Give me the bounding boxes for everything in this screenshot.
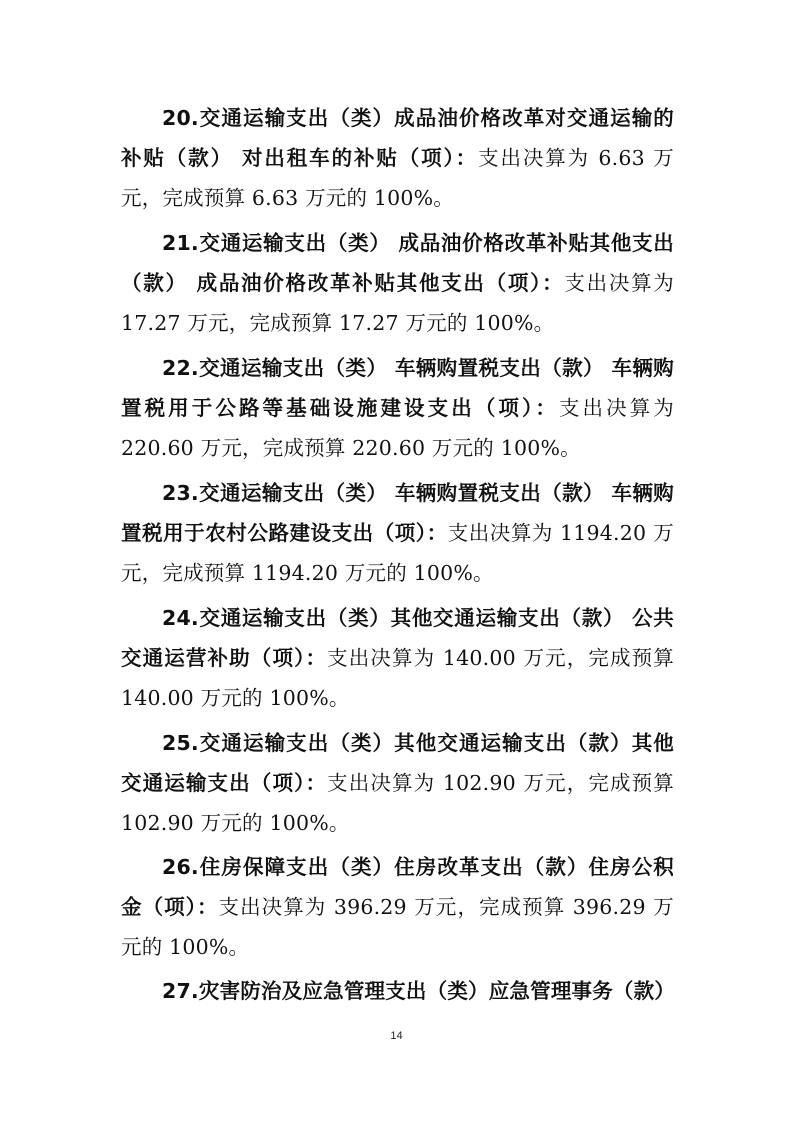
paragraph-heading: 23.交通运输支出（类） 车辆购置税支出（款） 车辆购置税用于农村公路建设支出（项）： — [121, 481, 674, 545]
paragraph-heading: 22.交通运输支出（类） 车辆购置税支出（款） 车辆购置税用于公路等基础设施建设支出（项）： — [121, 356, 674, 420]
page-number: 14 — [390, 1030, 403, 1042]
paragraph-body: 支出决算为 220.60 万元，完成预算 220.60 万元的 100%。 — [121, 396, 674, 460]
paragraph-27 — [121, 971, 674, 1011]
paragraph-26 — [121, 847, 674, 967]
paragraph-heading: 21.交通运输支出（类） 成品油价格改革补贴其他支出（款） 成品油价格改革补贴其他支出（项）： — [121, 231, 674, 295]
paragraph-body: 支出决算为 140.00 万元，完成预算 140.00 万元的 100%。 — [121, 646, 674, 710]
paragraph-24 — [121, 598, 674, 718]
paragraph-20 — [121, 98, 674, 218]
paragraph-body: 支出决算为 396.29 万元，完成预算 396.29 万元的 100%。 — [121, 895, 675, 959]
paragraph-body: 支出决算为 6.63 万元，完成预算 6.63 万元的 100%。 — [121, 146, 674, 210]
paragraph-22 — [121, 348, 674, 468]
paragraph-heading: 24.交通运输支出（类）其他交通运输支出（款） 公共交通运营补助（项）： — [121, 606, 674, 670]
paragraph-body: 支出决算为 17.27 万元，完成预算 17.27 万元的 100%。 — [121, 271, 675, 335]
paragraph-body: 支出决算为 102.90 万元，完成预算 102.90 万元的 100%。 — [121, 771, 674, 835]
paragraph-heading: 25.交通运输支出（类）其他交通运输支出（款）其他交通运输支出（项）： — [121, 731, 674, 795]
paragraph-body: 支出决算为 1194.20 万元，完成预算 1194.20 万元的 100%。 — [121, 521, 674, 585]
paragraph-heading: 26.住房保障支出（类）住房改革支出（款）住房公积金（项）： — [121, 855, 674, 919]
paragraph-21 — [121, 223, 674, 343]
paragraph-25 — [121, 723, 674, 843]
paragraph-23 — [121, 473, 674, 593]
paragraph-heading: 27.灾害防治及应急管理支出（类）应急管理事务（款） — [162, 979, 676, 1003]
paragraph-heading: 20.交通运输支出（类）成品油价格改革对交通运输的补贴（款） 对出租车的补贴（项）： — [121, 106, 674, 170]
